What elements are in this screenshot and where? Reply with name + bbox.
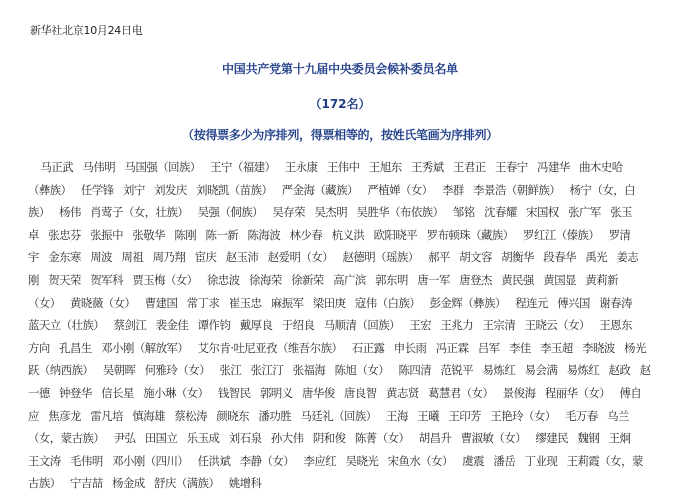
name-list — [28, 156, 664, 495]
name-line: 王文涛 毛伟明 邓小刚（四川） 任洪斌 李静（女） 李应红 吴晓光 宋鱼水（女） 虞震 潘岳 丁业现 王莉霞（女，蒙 — [28, 453, 643, 468]
name-line: 方向 孔昌生 邓小刚（解放军） 艾尔肯·吐尼亚孜（维吾尔族） 石正露 申长雨 冯正霖 吕军 李佳 李玉超 李晓波 杨光 — [28, 340, 646, 355]
name-line: （彝族） 任学锋 刘宁 刘发庆 刘晓凯（苗族） 严金海（藏族） 严植婵（女） 李群 李景浩（朝鲜族） 杨宁（女，白 — [28, 182, 636, 197]
ordering-note: （按得票多少为序排列，得票相等的，按姓氏笔画为序排列） — [182, 128, 498, 142]
name-line: （女，蒙古族） 尹弘 田国立 乐玉成 刘石泉 孙大伟 阴和俊 陈菁（女） 胡昌升 曹淑敏（女） 缪建民 魏钢 王炯 — [28, 431, 631, 446]
list-title: 中国共产党第十九届中央委员会候补委员名单 — [221, 62, 458, 76]
name-line: 应 焦彦龙 雷凡培 慎海雄 蔡松涛 颜晓东 潘功胜 马廷礼（回族） 王海 王曦 王印芳 王艳玲（女） 毛万春 乌兰 — [28, 408, 629, 423]
name-line: 族） 杨伟 肖莺子（女，壮族） 吴强（侗族） 吴存荣 吴杰明 吴胜华（布依族） 邹铭 沈春耀 宋国权 张广军 张玉 — [28, 205, 632, 220]
name-line: （女） 黄晓薇（女） 曹建国 常丁求 崔玉忠 麻振军 梁田庚 寇伟（白族） 彭金辉（彝族） 程连元 傅兴国 谢春涛 — [28, 295, 632, 310]
name-line: 跃（纳西族） 吴朝晖 何雅玲（女） 张江 张江汀 张福海 陈旭（女） 陈四清 范锐平 易炼红 易会满 易炼红 赵政 赵 — [28, 363, 651, 378]
member-count: （172名） — [309, 97, 371, 111]
name-line: 刚 贺天荣 贺军科 贾玉梅（女） 徐忠波 徐海荣 徐新荣 高广滨 郭东明 唐一军 唐登杰 黄民强 黄国显 黄莉新 — [28, 272, 619, 287]
name-line: 一德 钟登华 信长星 施小琳（女） 钱智民 郭明义 唐华俊 唐良智 黄志贤 葛慧君（女） 景俊海 程丽华（女） 傅自 — [28, 385, 642, 400]
name-line: 马正武 马伟明 马国强（回族） 王宁（福建） 王永康 王伟中 王旭东 王秀斌 王君正 王春宁 冯建华 曲木史哈 — [28, 160, 623, 174]
name-line: 古族） 宁吉喆 杨金成 舒庆（满族） 姚增科 — [28, 476, 262, 491]
name-line: 蓝天立（壮族） 蔡剑江 裴金佳 谭作钧 戴厚良 于绍良 马顺清（回族） 王宏 王兆力 王宗清 王晓云（女） 王恩东 — [28, 318, 632, 333]
name-line: 宇 金东寒 周波 周祖 周乃翔 宦庆 赵玉沛 赵爱明（女） 赵德明（瑶族） 郝平 胡文容 胡衡华 段春华 禹光 姜志 — [28, 250, 639, 265]
dateline: 新华社北京10月24日电 — [30, 24, 143, 37]
name-line: 卓 张忠芬 张振中 张敬华 陈刚 陈一新 陈海波 林少春 杭义洪 欧阳晓平 罗布顿珠（藏族） 罗红江（傣族） 罗清 — [28, 227, 631, 242]
